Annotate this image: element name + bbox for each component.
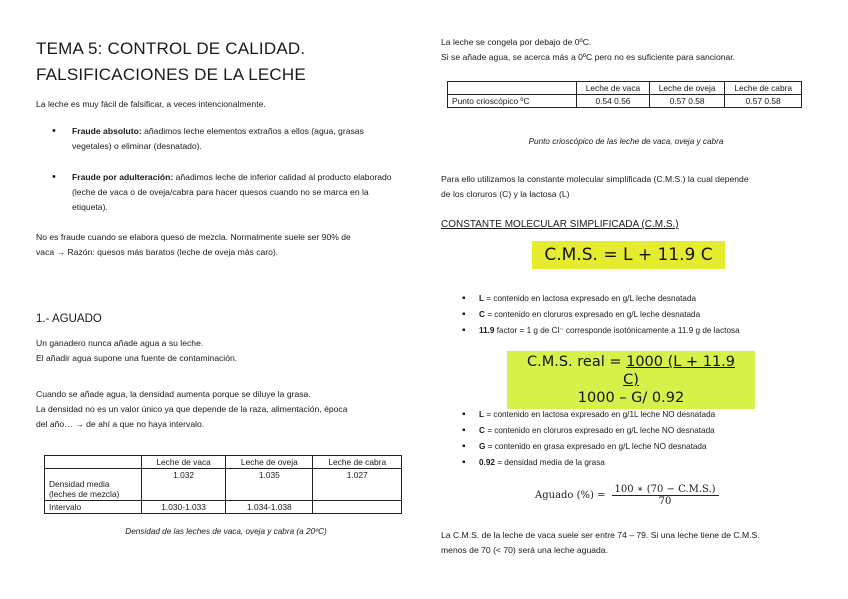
cms-intro-paragraph [441,172,821,202]
final-line-2: menos de 70 (< 70) será una leche aguada. [441,545,608,555]
formula-real-numerator: 1000 (L + 11.9 C) [623,354,736,388]
table-header: Leche de oveja [649,82,725,95]
table-cell: 0.57 0.58 [725,95,802,108]
item-bold: L [479,410,485,419]
table-header: Leche de vaca [577,82,650,95]
densidad-table [44,455,402,514]
intro-text: La leche es muy fácil de falsificar, a veces intencionalmente. [36,99,266,109]
formula-cms-wrap [441,245,816,265]
table-cell [448,82,577,95]
table-cell: 0.57 0.58 [649,95,725,108]
no-fraude-line-2: vaca → Razón: quesos más baratos (leche de oveja más caro). [36,247,279,257]
item-bold: 11.9 [479,326,495,335]
item-bold: L [479,294,485,303]
bullet-text: añadimos leche elementos extraños a ellos (agua, grasas vegetales) o eliminar (desnatado). [72,126,364,151]
bullet-bold: Fraude absoluto: [72,126,142,136]
item-text: = contenido en grasa expresado en g/L leche NO desnatada [485,442,707,451]
list-item [479,455,819,471]
aguado-line-1: Un ganadero nunca añade agua a su leche. [36,338,204,348]
cms-intro-line-2: de los cloruros (C) y la lactosa (L) [441,189,570,199]
aguado-line-2: El añadir agua supone una fuente de contaminación. [36,353,238,363]
cms-intro-line-1: Para ello utilizamos la constante molecular simplificada (C.M.S.) la cual depende [441,174,749,184]
title-line-1: TEMA 5: CONTROL DE CALIDAD. [36,39,306,58]
aguado-numerator: 100 ∗ (70 − C.M.S.) [612,484,719,496]
list-item [479,323,819,339]
section-cms-heading: CONSTANTE MOLECULAR SIMPLIFICADA (C.M.S.) [441,219,679,230]
densidad-line-3: del año… → de ahí a que no haya intervalo. [36,419,205,429]
item-text: factor = 1 g de Cl⁻ corresponde isotónicamente a 11.9 g de lactosa [494,326,740,335]
table-cell: 1.032 [142,469,226,501]
title-line-2: FALSIFICACIONES DE LA LECHE [36,65,306,84]
final-paragraph [441,528,821,558]
aguado-fraction [612,484,719,507]
table-cell: Punto crioscópico ºC [448,95,577,108]
section-aguado-heading: 1.- AGUADO [36,313,102,325]
table-header: Leche de cabra [725,82,802,95]
list-item [479,439,819,455]
table-cell: 1.027 [313,469,402,501]
table-cell: 0.54 0.56 [577,95,650,108]
table-row [45,456,402,469]
table-cell: 1.035 [226,469,313,501]
page-title [36,36,408,88]
table-cell: 1.034-1.038 [226,501,313,514]
densidad-line-1: Cuando se añade agua, la densidad aumenta porque se diluye la grasa. [36,389,311,399]
item-text: = contenido en cloruros expresado en g/L leche desnatada [484,310,701,319]
bullet-fraude-absoluto [72,124,402,154]
table-row [45,469,402,501]
no-fraude-line-1: No es fraude cuando se elabora queso de mezcla. Normalmente suele ser 90% de [36,232,351,242]
item-text: = contenido en lactosa expresado en g/1L leche NO desnatada [484,410,716,419]
congela-line-1: La leche se congela por debajo de 0ºC. [441,37,592,47]
table-row [448,95,802,108]
densidad-paragraph [36,387,408,432]
table-row [448,82,802,95]
final-line-1: La C.M.S. de la leche de vaca suele ser entre 74 – 79. Si una leche tiene de C.M.S. [441,530,760,540]
list-item [479,423,819,439]
item-text: = densidad media de la grasa [494,458,605,467]
crioscopico-table [447,81,802,108]
table-cell: Densidad media (leches de mezcla) [45,469,142,501]
formula-aguado [535,484,719,507]
table-header: Leche de vaca [142,456,226,469]
aguado-paragraph [36,336,237,366]
item-bold: G [479,442,486,451]
table-cell [45,456,142,469]
no-fraude-paragraph [36,230,408,260]
bullet-bold: Fraude por adulteración: [72,172,174,182]
list-item [479,307,819,323]
bullet-text: añadimos leche de inferior calidad al producto elaborado (leche de vaca o de oveja/cabra para hacer quesos cuando no se marca en la etiqueta). [72,172,392,212]
table-row [45,501,402,514]
table-cell: Intervalo [45,501,142,514]
congela-paragraph [441,35,816,65]
aguado-denominator: 70 [658,496,672,507]
table-header: Leche de oveja [226,456,313,469]
formula-cms: C.M.S. = L + 11.9 C [532,241,724,269]
item-bold: C [479,310,485,319]
formula-real-denominator: 1000 – G/ 0.92 [577,390,685,406]
formula-real-numerator-line [521,353,741,389]
item-text: = contenido en lactosa expresado en g/L leche desnatada [484,294,697,303]
formula-real-label: C.M.S. real = [526,354,627,370]
list-item [479,291,819,307]
crioscopico-caption: Punto crioscópico de las leche de vaca, oveja y cabra [528,137,724,146]
table-cell: 1.030-1.033 [142,501,226,514]
congela-line-2: Si se añade agua, se acerca más a 0ºC pero no es suficiente para sancionar. [441,52,736,62]
item-text: = contenido en cloruros expresado en g/L leche NO desnatada [484,426,715,435]
item-bold: 0.92 [479,458,495,467]
aguado-lhs: Aguado (%) = [535,490,606,501]
densidad-line-2: La densidad no es un valor único ya que depende de la raza, alimentación, época [36,404,348,414]
list-item [479,407,819,423]
table-cell [313,501,402,514]
formula-cms-real [507,351,755,409]
item-bold: C [479,426,485,435]
bullet-fraude-adulteracion [72,170,402,215]
table-header: Leche de cabra [313,456,402,469]
densidad-caption: Densidad de las leches de vaca, oveja y cabra (a 20ºC) [125,527,327,536]
